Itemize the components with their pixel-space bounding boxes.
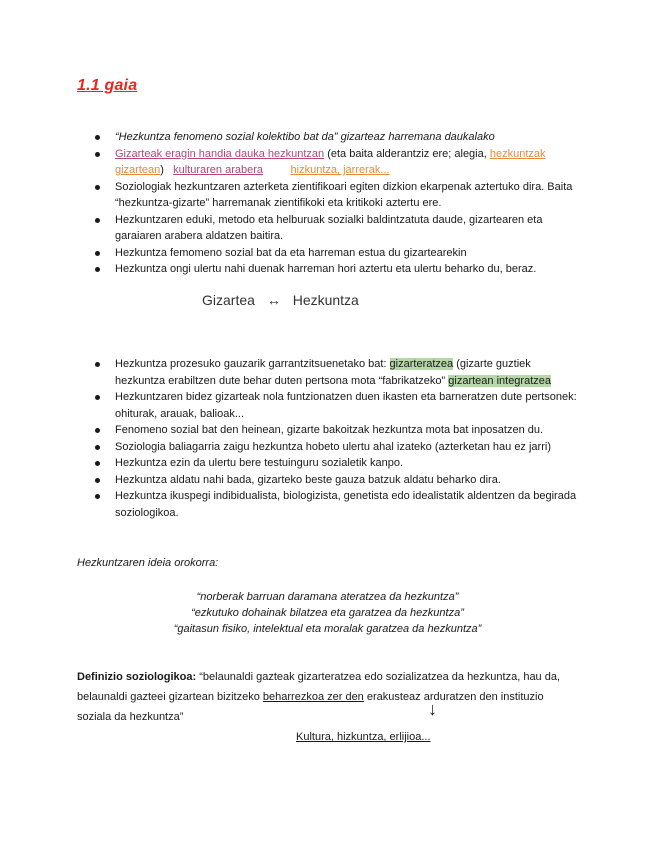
list-item	[0, 488, 655, 521]
formula-left: Gizartea	[202, 292, 255, 308]
quote-line: “norberak barruan daramana ateratzea da hezkuntza”	[196, 591, 459, 603]
quote-line: “gaitasun fisiko, intelektual eta moralak garatzea da hezkuntza”	[173, 623, 482, 635]
list-item	[0, 245, 655, 262]
list-item	[0, 356, 655, 389]
bullet-dot	[95, 152, 100, 157]
bullet-text: Hezkuntza prozesuko gauzarik garrantzitsuenetako bat:	[115, 358, 390, 370]
bullet-text: Hezkuntzaren bidez gizarteak nola funtzionatzen duen ikasten eta barneratzen dute pertsonek: ohiturak, arauak, balioak...	[115, 391, 577, 420]
link-hezkuntzak-gizartean[interactable]: hezkuntzak gizartean	[115, 147, 546, 176]
formula-right: Hezkuntza	[292, 292, 359, 308]
definition-text: erakusteaz arduratzen den instituzio soziala da hezkuntza”	[77, 691, 544, 723]
page-title: 1.1 gaia	[77, 77, 138, 94]
definition-note: Kultura, hizkuntza, erlijioa...	[296, 731, 431, 743]
list-item	[0, 455, 655, 472]
definition-underlined: beharrezkoa zer den	[262, 691, 364, 703]
bullet-text: Hezkuntza ikuspegi indibidualista, biologizista, genetista edo idealistatik aldentzen da begirada soziologikoa.	[115, 490, 577, 519]
list-item	[0, 261, 655, 278]
bullet-list-main	[0, 356, 655, 521]
bullet-dot	[95, 362, 100, 367]
link-gizarteak[interactable]: Gizarteak eragin handia dauka hezkuntzan	[115, 147, 325, 160]
section-heading-idea: Hezkuntzaren ideia orokorra:	[77, 557, 219, 569]
list-item	[0, 179, 655, 212]
bullet-text: Hezkuntza aldatu nahi bada, gizarteko beste gauza batzuk aldatu beharko dira.	[115, 473, 501, 486]
bullet-dot	[95, 478, 100, 483]
bullet-text: Soziologiak hezkuntzaren azterketa zientifikoari egiten dizkion ekarpenak aztertuko dira. Baita “hezkuntza-gizarte” harremanak zientifikoki eta kritikoki aztertu ere.	[115, 180, 573, 209]
bullet-text: (eta baita alderantziz ere; alegia,	[324, 147, 490, 160]
bullet-text: Hezkuntzaren eduki, metodo eta helburuak sozialki baldintzatuta daude, gizartearen eta garaiaren arabera aldatzen baitira.	[115, 213, 543, 242]
bullet-text: (gizarte guztiek hezkuntza erabiltzen dute behar duten pertsona mota “fabrikatzeko”	[115, 358, 531, 387]
link-hizkuntza-jarrerak[interactable]: hizkuntza, jarrerak...	[290, 164, 390, 176]
bullet-text: )	[160, 164, 164, 176]
definition-text: “belaunaldi gazteak gizarteratzea edo sozializatzea da hezkuntza, hau da, belaunaldi gazteei gizartean bizitzeko	[77, 671, 561, 703]
bullet-dot	[95, 218, 100, 223]
bullet-dot	[95, 395, 100, 400]
highlight-gizarteratzea: gizarteratzea	[389, 358, 454, 370]
bullet-list-intro	[0, 129, 655, 278]
bullet-dot	[95, 445, 100, 450]
list-item	[0, 212, 655, 245]
definition-label: Definizio soziologikoa:	[77, 671, 197, 683]
list-item	[0, 422, 655, 439]
list-item	[0, 129, 655, 146]
relation-formula	[198, 292, 363, 308]
double-arrow-icon: ↔	[266, 292, 281, 308]
highlight-gizartean-integratzea: gizartean integratzea	[448, 374, 551, 387]
bullet-dot	[95, 494, 100, 499]
bullet-dot	[95, 428, 100, 433]
bullet-dot	[95, 135, 100, 140]
list-item	[0, 389, 655, 422]
bullet-text: Fenomeno sozial bat den heinean, gizarte bakoitzak hezkuntza mota bat inposatzen du.	[115, 424, 544, 436]
definition-paragraph	[77, 667, 579, 727]
bullet-dot	[95, 267, 100, 272]
link-kulturaren-arabera[interactable]: kulturaren arabera	[173, 164, 263, 176]
bullet-dot	[95, 461, 100, 466]
bullet-dot	[95, 251, 100, 256]
bullet-text: Hezkuntza ongi ulertu nahi duenak harreman hori aztertu eta ulertu beharko du, beraz.	[115, 263, 537, 275]
bullet-text: Hezkuntza ezin da ulertu bere testuinguru sozialetik kanpo.	[115, 457, 404, 469]
bullet-text: “Hezkuntza fenomeno sozial kolektibo bat da” gizarteaz harremana daukalako	[115, 131, 495, 143]
bullet-dot	[95, 185, 100, 190]
bullet-text: Hezkuntza femomeno sozial bat da eta harreman estua du gizartearekin	[115, 246, 467, 259]
bullet-text: Soziologia baliagarria zaigu hezkuntza hobeto ulertu ahal izateko (azterketan hau ez jarri)	[115, 440, 551, 453]
list-item	[0, 439, 655, 456]
arrow-down-icon: ↓	[428, 699, 437, 719]
quote-block	[0, 589, 655, 637]
quote-line: “ezkutuko dohainak bilatzea eta garatzea da hezkuntza”	[191, 607, 464, 619]
list-item	[0, 472, 655, 489]
list-item	[0, 146, 655, 179]
